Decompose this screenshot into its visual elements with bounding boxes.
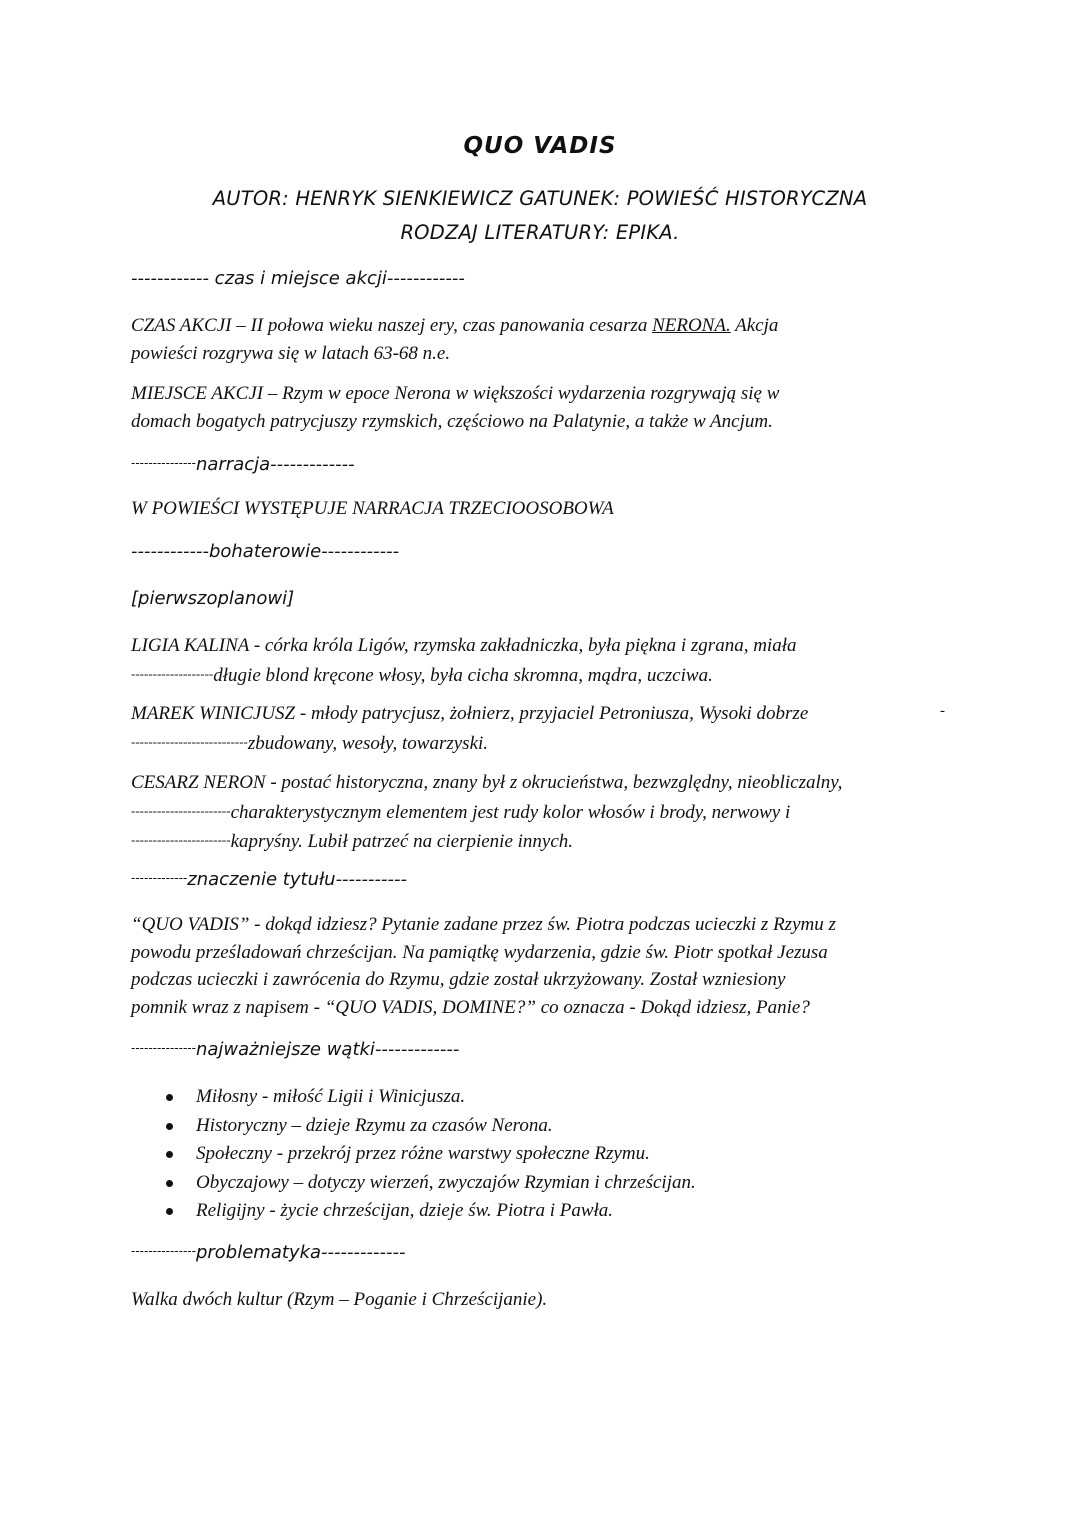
list-item: [166, 1083, 696, 1112]
bullet-icon: [166, 1123, 173, 1130]
heading-dashes: ------------: [321, 541, 400, 562]
list-item: [166, 1140, 696, 1169]
miejsce-text: MIEJSCE AKCJI – Rzym w epoce Nerona w większości wydarzenia rozgrywają się w: [131, 383, 780, 404]
ligia-text: LIGIA KALINA - córka króla Ligów, rzymska zakładniczka, była piękna i zgrana, miała: [131, 635, 797, 656]
subtitle-literature-kind: RODZAJ LITERATURY: EPIKA.: [400, 221, 680, 244]
paragraph-problematyka: [131, 1286, 951, 1314]
paragraph-narracja: [131, 495, 951, 523]
heading-dashes: ------------: [131, 541, 209, 562]
heading-label: czas i miejsce akcji: [208, 268, 387, 289]
list-item-text: Historyczny – dzieje Rzymu za czasów Nerona.: [196, 1114, 553, 1136]
heading-najwazniejsze-watki: [131, 1039, 459, 1060]
heading-label: znaczenie tytułu: [187, 869, 336, 890]
heading-dashes: ------------: [386, 268, 465, 289]
paragraph-neron: [131, 769, 951, 856]
list-item-text: Religijny - życie chrześcijan, dzieje św. Piotra i Pawła.: [196, 1200, 614, 1221]
znaczenie-text: powodu prześladowań chrześcijan. Na pamiątkę wydarzenia, gdzie św. Piotr spotkał Jezusa: [131, 941, 828, 963]
list-item: [166, 1197, 696, 1226]
heading-label: bohaterowie: [208, 541, 322, 562]
list-item-text: Obyczajowy – dotyczy wierzeń, zwyczajów Rzymian i chrześcijan.: [196, 1171, 696, 1193]
heading-dashes: -----------: [335, 869, 408, 890]
heading-dashes: ---------------: [131, 456, 196, 470]
znaczenie-text: podczas ucieczki i zawrócenia do Rzymu, gdzie został ukrzyżowany. Został wzniesiony: [131, 969, 786, 990]
czas-nero-underlined: NERONA.: [652, 315, 731, 336]
heading-dashes: -------------: [321, 1242, 406, 1263]
indent-dashes: -----------------------: [131, 802, 231, 818]
heading-bohaterowie: [131, 541, 399, 562]
marek-text: zbudowany, wesoły, towarzyski.: [247, 732, 489, 754]
trailing-dash: -: [940, 703, 945, 719]
subtitle-author-genre: AUTOR: HENRYK SIENKIEWICZ GATUNEK: POWIEŚĆ HISTORYCZNA: [212, 187, 868, 210]
paragraph-miejsce-akcji: [131, 380, 951, 435]
indent-dashes: -----------------------: [131, 832, 231, 847]
narracja-text: W POWIEŚCI WYSTĘPUJE NARRACJA TRZECIOOSOBOWA: [131, 498, 614, 519]
heading-dashes: ---------------: [131, 1041, 196, 1055]
marek-text: MAREK WINICJUSZ - młody patrycjusz, żołnierz, przyjaciel Petroniusza, Wysoki dobrze: [131, 703, 809, 724]
watki-list: [166, 1083, 696, 1226]
paragraph-ligia: [131, 632, 951, 689]
heading-label: narracja: [195, 454, 271, 475]
czas-text: Akcja: [730, 315, 779, 336]
ligia-text: długie blond kręcone włosy, była cicha skromna, mądra, uczciwa.: [213, 664, 713, 686]
page-title: QUO VADIS: [463, 133, 617, 159]
neron-text: CESARZ NERON - postać historyczna, znany był z okrucieństwa, bezwzględny, nieobliczalny,: [131, 772, 843, 793]
list-item-text: Społeczny - przekrój przez różne warstwy społeczne Rzymu.: [196, 1143, 650, 1164]
czas-text: powieści rozgrywa się w latach 63-68 n.e.: [131, 342, 451, 364]
neron-text: charakterystycznym elementem jest rudy kolor włosów i brody, nerwowy i: [230, 801, 791, 823]
miejsce-text: domach bogatych patrycjuszy rzymskich, częściowo na Palatynie, a także w Ancjum.: [131, 410, 773, 432]
heading-problematyka: [131, 1242, 405, 1263]
heading-znaczenie-tytulu: [131, 869, 407, 890]
bullet-icon: [166, 1180, 173, 1187]
bullet-icon: [166, 1094, 173, 1101]
paragraph-czas-akcji: [131, 312, 951, 367]
heading-dashes: ------------: [131, 268, 209, 289]
heading-narracja: [131, 454, 355, 475]
heading-label: najważniejsze wątki: [195, 1039, 375, 1060]
znaczenie-text: pomnik wraz z napisem - “QUO VADIS, DOMINE?” co oznacza - Dokąd idziesz, Panie?: [131, 996, 810, 1018]
heading-czas-miejsce: [131, 268, 465, 289]
znaczenie-text: “QUO VADIS” - dokąd idziesz? Pytanie zadane przez św. Piotra podczas ucieczki z Rzymu z: [131, 914, 836, 935]
subheading-pierwszoplanowi: [pierwszoplanowi]: [131, 588, 295, 609]
neron-text: kapryśny. Lubił patrzeć na cierpienie innych.: [230, 831, 574, 852]
problematyka-text: Walka dwóch kultur (Rzym – Poganie i Chrześcijanie).: [131, 1289, 548, 1310]
paragraph-marek: [131, 700, 951, 757]
bullet-icon: [166, 1151, 173, 1158]
heading-dashes: -------------: [374, 1039, 460, 1060]
indent-dashes: ---------------------------: [131, 733, 248, 749]
list-item: [166, 1112, 696, 1141]
paragraph-znaczenie: [131, 911, 951, 1021]
czas-text: CZAS AKCJI – II połowa wieku naszej ery, czas panowania cesarza: [131, 315, 653, 336]
heading-dashes: -------------: [131, 871, 188, 885]
heading-dashes: -------------: [270, 454, 355, 475]
heading-dashes: ---------------: [131, 1244, 196, 1258]
list-item-text: Miłosny - miłość Ligii i Winicjusza.: [196, 1086, 466, 1107]
heading-label: problematyka: [195, 1242, 322, 1263]
indent-dashes: -------------------: [131, 665, 214, 681]
bullet-icon: [166, 1208, 173, 1215]
list-item: [166, 1169, 696, 1198]
